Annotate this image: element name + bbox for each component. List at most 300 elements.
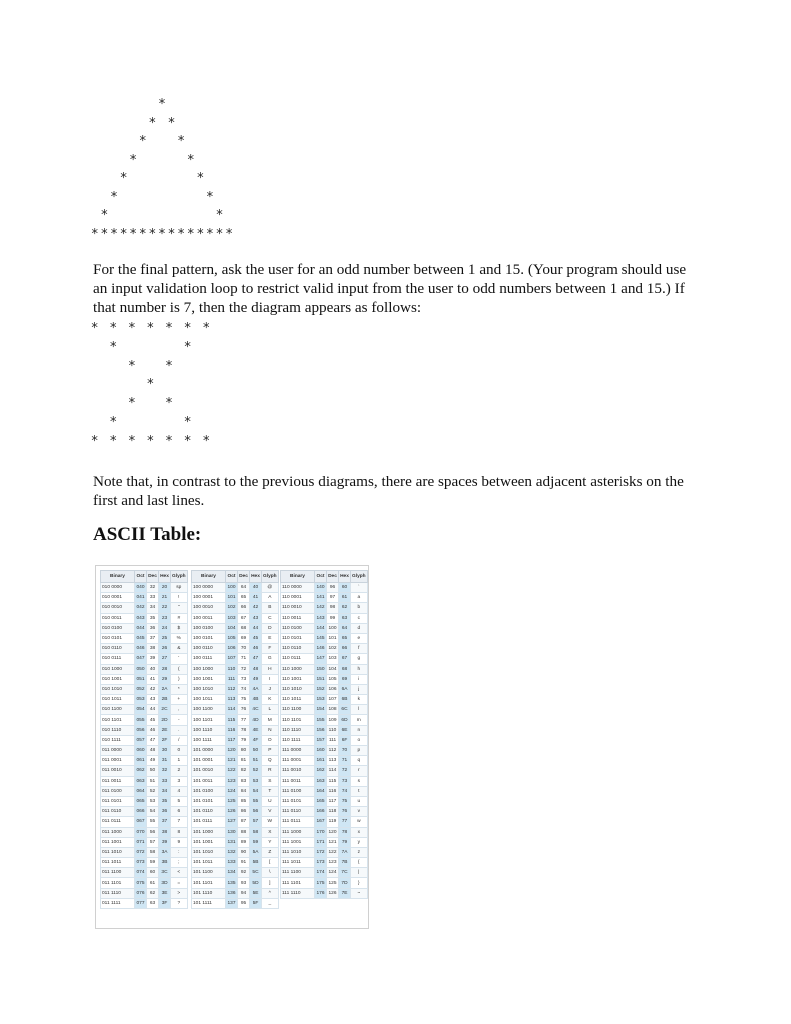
ascii-cell: _ [262, 898, 279, 908]
ascii-cell: Z [262, 847, 279, 857]
ascii-cell: 134 [226, 868, 238, 878]
ascii-cell: 52 [250, 766, 262, 776]
table-row [192, 695, 279, 705]
ascii-cell: 30 [159, 746, 171, 756]
ascii-cell: 4 [171, 786, 188, 796]
ascii-cell: ! [171, 593, 188, 603]
ascii-cell: 101 0000 [192, 746, 226, 756]
ascii-cell: 110 1101 [281, 715, 315, 725]
ascii-cell: i [351, 674, 368, 684]
table-row [192, 664, 279, 674]
ascii-cell: 121 [226, 756, 238, 766]
ascii-cell: @ [262, 583, 279, 593]
ascii-cell: 53 [147, 796, 159, 806]
ascii-cell: 23 [159, 613, 171, 623]
ascii-cell: 34 [147, 603, 159, 613]
ascii-cell: 3D [159, 878, 171, 888]
ascii-cell: 4E [250, 725, 262, 735]
ascii-cell: 62 [147, 888, 159, 898]
ascii-cell: 101 1100 [192, 868, 226, 878]
ascii-cell: 135 [226, 878, 238, 888]
table-row [281, 583, 368, 593]
ascii-cell: 115 [226, 715, 238, 725]
hourglass-row: * * [109, 415, 191, 430]
hourglass-row: * * [109, 339, 191, 355]
ascii-cell: 4F [250, 735, 262, 745]
ascii-cell: C [262, 613, 279, 623]
ascii-cell: 35 [147, 613, 159, 623]
ascii-cell: 165 [315, 796, 327, 806]
ascii-cell: 32 [159, 766, 171, 776]
table-row [101, 746, 188, 756]
table-row [281, 735, 368, 745]
ascii-cell: ) [171, 674, 188, 684]
ascii-cell: 151 [315, 674, 327, 684]
table-row [101, 847, 188, 857]
ascii-cell: 156 [315, 725, 327, 735]
ascii-cell: 010 1100 [101, 705, 135, 715]
ascii-cell: % [171, 633, 188, 643]
table-row [281, 633, 368, 643]
ascii-cell: 8 [171, 827, 188, 837]
ascii-cell: 120 [327, 827, 339, 837]
ascii-cell: 65 [238, 593, 250, 603]
table-row [192, 684, 279, 694]
note-paragraph: Note that, in contrast to the previous diagrams, there are spaces between adjacent asterisks on the first and last lines. [93, 473, 684, 509]
ascii-cell: y [351, 837, 368, 847]
ascii-cell: 82 [238, 766, 250, 776]
ascii-cell: 100 1100 [192, 705, 226, 715]
ascii-cell: 54 [250, 786, 262, 796]
ascii-cell: 010 0011 [101, 613, 135, 623]
table-row [192, 735, 279, 745]
ascii-cell: 55 [250, 796, 262, 806]
ascii-cell: 100 0001 [192, 593, 226, 603]
ascii-cell: d [351, 623, 368, 633]
table-row [101, 888, 188, 898]
table-row [281, 623, 368, 633]
table-row [192, 623, 279, 633]
ascii-cell: 108 [327, 705, 339, 715]
ascii-cell: 119 [327, 817, 339, 827]
ascii-cell: 2E [159, 725, 171, 735]
ascii-cell: 7C [339, 868, 351, 878]
ascii-cell: 170 [315, 827, 327, 837]
ascii-cell: 110 0110 [281, 644, 315, 654]
triangle-row: * * [149, 115, 175, 131]
ascii-cell: 067 [135, 817, 147, 827]
ascii-cell: 4D [250, 715, 262, 725]
table-row [192, 776, 279, 786]
ascii-cell: 143 [315, 613, 327, 623]
ascii-cell: 102 [327, 644, 339, 654]
ascii-cell: 114 [226, 705, 238, 715]
table-row [101, 603, 188, 613]
ascii-cell: 99 [327, 613, 339, 623]
ascii-cell: 3 [171, 776, 188, 786]
ascii-cell: 58 [147, 847, 159, 857]
ascii-cell: 011 0101 [101, 796, 135, 806]
ascii-cell: 9 [171, 837, 188, 847]
ascii-cell: 93 [238, 878, 250, 888]
ascii-cell: 29 [159, 674, 171, 684]
table-row [192, 837, 279, 847]
ascii-cell: V [262, 807, 279, 817]
ascii-cell: 6A [339, 684, 351, 694]
ascii-cell: 140 [315, 583, 327, 593]
ascii-cell: 111 0001 [281, 756, 315, 766]
table-row [281, 684, 368, 694]
ascii-cell: 112 [327, 746, 339, 756]
ascii-cell: 74 [339, 786, 351, 796]
ascii-cell: 71 [238, 654, 250, 664]
ascii-cell: 3A [159, 847, 171, 857]
triangle-row: * * * * * * * * * * * * * * * [91, 226, 233, 242]
ascii-cell: 075 [135, 878, 147, 888]
ascii-cell: 85 [238, 796, 250, 806]
table-row [192, 705, 279, 715]
ascii-cell: 6C [339, 705, 351, 715]
ascii-header: Binary [192, 571, 226, 583]
ascii-cell: 101 1001 [192, 837, 226, 847]
ascii-cell: 26 [159, 644, 171, 654]
ascii-cell: 111 1010 [281, 847, 315, 857]
ascii-cell: 010 0110 [101, 644, 135, 654]
table-row [192, 807, 279, 817]
ascii-cell: 2F [159, 735, 171, 745]
ascii-cell: 125 [226, 796, 238, 806]
table-row [101, 715, 188, 725]
ascii-cell: 59 [250, 837, 262, 847]
ascii-cell: 173 [315, 858, 327, 868]
ascii-cell: 011 1001 [101, 837, 135, 847]
ascii-cell: 176 [315, 888, 327, 898]
ascii-cell: , [171, 705, 188, 715]
ascii-cell: ( [171, 664, 188, 674]
ascii-cell: 7E [339, 888, 351, 898]
table-row [101, 684, 188, 694]
ascii-cell: E [262, 633, 279, 643]
ascii-cell: ; [171, 858, 188, 868]
ascii-cell: 077 [135, 898, 147, 908]
ascii-cell: 40 [250, 583, 262, 593]
ascii-cell: 62 [339, 603, 351, 613]
ascii-cell: 101 0110 [192, 807, 226, 817]
ascii-cell: 80 [238, 746, 250, 756]
ascii-cell: 51 [147, 776, 159, 786]
ascii-cell: 101 1010 [192, 847, 226, 857]
ascii-header: Oct [135, 571, 147, 583]
ascii-cell: 127 [226, 817, 238, 827]
ascii-cell: 131 [226, 837, 238, 847]
ascii-cell: W [262, 817, 279, 827]
ascii-cell: 072 [135, 847, 147, 857]
ascii-cell: 21 [159, 593, 171, 603]
ascii-cell: 101 0101 [192, 796, 226, 806]
ascii-cell: 88 [238, 827, 250, 837]
ascii-cell: m [351, 715, 368, 725]
table-row [101, 837, 188, 847]
ascii-cell: H [262, 664, 279, 674]
ascii-cell: 144 [315, 623, 327, 633]
ascii-cell: 97 [327, 593, 339, 603]
table-row [192, 827, 279, 837]
ascii-cell: 47 [250, 654, 262, 664]
ascii-cell: 4A [250, 684, 262, 694]
ascii-cell: + [171, 695, 188, 705]
ascii-cell: l [351, 705, 368, 715]
ascii-table-block [191, 570, 279, 909]
ascii-cell: 010 0111 [101, 654, 135, 664]
table-row [101, 593, 188, 603]
ascii-cell: 87 [238, 817, 250, 827]
ascii-cell: 110 0111 [281, 654, 315, 664]
ascii-cell: 110 0101 [281, 633, 315, 643]
ascii-cell: 100 1010 [192, 684, 226, 694]
ascii-cell: 27 [159, 654, 171, 664]
ascii-cell: 063 [135, 776, 147, 786]
table-row [101, 756, 188, 766]
ascii-cell: 6D [339, 715, 351, 725]
ascii-cell: 011 0011 [101, 776, 135, 786]
ascii-cell: 98 [327, 603, 339, 613]
ascii-header: Dec [327, 571, 339, 583]
ascii-cell: 48 [250, 664, 262, 674]
ascii-cell: 041 [135, 593, 147, 603]
ascii-cell: 67 [238, 613, 250, 623]
table-row [192, 603, 279, 613]
ascii-cell: 113 [226, 695, 238, 705]
ascii-cell: 77 [339, 817, 351, 827]
ascii-cell: 101 1110 [192, 888, 226, 898]
ascii-cell: 111 0111 [281, 817, 315, 827]
ascii-cell: 011 0111 [101, 817, 135, 827]
ascii-cell: f [351, 644, 368, 654]
ascii-cell: 011 0110 [101, 807, 135, 817]
ascii-cell: 2B [159, 695, 171, 705]
table-row [281, 858, 368, 868]
ascii-cell: 5C [250, 868, 262, 878]
ascii-cell: 34 [159, 786, 171, 796]
ascii-cell: 3C [159, 868, 171, 878]
ascii-cell: 011 1011 [101, 858, 135, 868]
ascii-cell: 100 0011 [192, 613, 226, 623]
ascii-cell: 110 1001 [281, 674, 315, 684]
ascii-cell: < [171, 868, 188, 878]
ascii-cell: 121 [327, 837, 339, 847]
ascii-cell: 120 [226, 746, 238, 756]
ascii-cell: D [262, 623, 279, 633]
ascii-cell: 65 [339, 633, 351, 643]
ascii-cell: 37 [147, 633, 159, 643]
ascii-cell: b [351, 603, 368, 613]
ascii-cell: * [171, 684, 188, 694]
ascii-cell: G [262, 654, 279, 664]
ascii-cell: 111 1110 [281, 888, 315, 898]
ascii-cell: 010 1110 [101, 725, 135, 735]
ascii-cell: 92 [238, 868, 250, 878]
ascii-cell: 106 [327, 684, 339, 694]
ascii-cell: 163 [315, 776, 327, 786]
ascii-cell: 124 [226, 786, 238, 796]
table-row [101, 786, 188, 796]
ascii-cell: 5D [250, 878, 262, 888]
ascii-cell: 46 [147, 725, 159, 735]
table-row [281, 837, 368, 847]
ascii-cell: 061 [135, 756, 147, 766]
ascii-cell: 010 1101 [101, 715, 135, 725]
table-row [281, 593, 368, 603]
ascii-cell: 91 [238, 858, 250, 868]
ascii-cell: 106 [226, 644, 238, 654]
ascii-cell: 110 1111 [281, 735, 315, 745]
ascii-cell: n [351, 725, 368, 735]
table-row [101, 776, 188, 786]
ascii-cell: 100 [327, 623, 339, 633]
ascii-cell: j [351, 684, 368, 694]
ascii-cell: 43 [250, 613, 262, 623]
ascii-cell: O [262, 735, 279, 745]
table-row [281, 817, 368, 827]
ascii-cell: 107 [327, 695, 339, 705]
triangle-row: * * [129, 152, 194, 168]
ascii-cell: 101 1000 [192, 827, 226, 837]
table-row [281, 878, 368, 888]
ascii-header: Glyph [171, 571, 188, 583]
ascii-cell: 111 0011 [281, 776, 315, 786]
ascii-cell: 64 [238, 583, 250, 593]
ascii-cell: 86 [238, 807, 250, 817]
ascii-cell: 41 [250, 593, 262, 603]
table-row [192, 593, 279, 603]
ascii-cell: 2D [159, 715, 171, 725]
ascii-cell: 7 [171, 817, 188, 827]
ascii-cell: 053 [135, 695, 147, 705]
ascii-cell: 55 [147, 817, 159, 827]
ascii-header: Oct [315, 571, 327, 583]
ascii-cell: ` [351, 583, 368, 593]
ascii-cell: 172 [315, 847, 327, 857]
ascii-cell: 046 [135, 644, 147, 654]
ascii-cell: 69 [339, 674, 351, 684]
ascii-cell: } [351, 878, 368, 888]
ascii-cell: 125 [327, 878, 339, 888]
ascii-cell: 5B [250, 858, 262, 868]
ascii-cell: 104 [327, 664, 339, 674]
ascii-cell: 101 [327, 633, 339, 643]
ascii-cell: 111 1000 [281, 827, 315, 837]
table-row [281, 664, 368, 674]
ascii-cell: 010 1000 [101, 664, 135, 674]
ascii-cell: g [351, 654, 368, 664]
ascii-cell: 100 0000 [192, 583, 226, 593]
ascii-cell: 7A [339, 847, 351, 857]
ascii-cell: 66 [339, 644, 351, 654]
ascii-cell: 110 0001 [281, 593, 315, 603]
ascii-cell: ~ [351, 888, 368, 898]
table-row [281, 786, 368, 796]
table-row [101, 695, 188, 705]
ascii-cell: 63 [339, 613, 351, 623]
ascii-cell: 84 [238, 786, 250, 796]
ascii-header: Hex [159, 571, 171, 583]
ascii-cell: 111 1001 [281, 837, 315, 847]
ascii-cell: ? [171, 898, 188, 908]
table-row [101, 654, 188, 664]
ascii-cell: 83 [238, 776, 250, 786]
ascii-cell: 76 [339, 807, 351, 817]
ascii-cell: 111 1100 [281, 868, 315, 878]
ascii-cell: 101 [226, 593, 238, 603]
ascii-cell: 51 [250, 756, 262, 766]
ascii-cell: sp [171, 583, 188, 593]
table-row [101, 807, 188, 817]
ascii-cell: 044 [135, 623, 147, 633]
ascii-cell: 112 [226, 684, 238, 694]
ascii-cell: 011 1101 [101, 878, 135, 888]
ascii-cell: 33 [159, 776, 171, 786]
ascii-cell: 104 [226, 623, 238, 633]
ascii-cell: 011 0001 [101, 756, 135, 766]
ascii-cell: 45 [147, 715, 159, 725]
ascii-cell: 77 [238, 715, 250, 725]
ascii-cell: 110 1010 [281, 684, 315, 694]
ascii-cell: 74 [238, 684, 250, 694]
ascii-cell: 122 [327, 847, 339, 857]
ascii-cell: " [171, 603, 188, 613]
ascii-cell: 68 [339, 664, 351, 674]
ascii-cell: 38 [159, 827, 171, 837]
ascii-cell: 066 [135, 807, 147, 817]
ascii-cell: 136 [226, 888, 238, 898]
ascii-table-image [95, 565, 369, 929]
ascii-cell: P [262, 746, 279, 756]
ascii-cell: 5F [250, 898, 262, 908]
ascii-header: Glyph [262, 571, 279, 583]
ascii-cell: ] [262, 878, 279, 888]
ascii-cell: 100 1000 [192, 664, 226, 674]
ascii-cell: 054 [135, 705, 147, 715]
ascii-cell: 101 0001 [192, 756, 226, 766]
ascii-cell: N [262, 725, 279, 735]
ascii-cell: $ [171, 623, 188, 633]
table-row [101, 725, 188, 735]
table-row [281, 847, 368, 857]
ascii-cell: s [351, 776, 368, 786]
ascii-cell: F [262, 644, 279, 654]
ascii-cell: 116 [327, 786, 339, 796]
ascii-cell: 114 [327, 766, 339, 776]
ascii-table-heading: ASCII Table: [93, 524, 202, 545]
ascii-cell: 055 [135, 715, 147, 725]
ascii-cell: 78 [238, 725, 250, 735]
ascii-cell: [ [262, 858, 279, 868]
ascii-cell: 161 [315, 756, 327, 766]
ascii-cell: 96 [327, 583, 339, 593]
ascii-cell: v [351, 807, 368, 817]
ascii-cell: z [351, 847, 368, 857]
hourglass-row: * [147, 377, 154, 393]
ascii-cell: 110 [226, 664, 238, 674]
ascii-cell: 94 [238, 888, 250, 898]
ascii-cell: 126 [327, 888, 339, 898]
table-row [192, 888, 279, 898]
ascii-cell: 011 1100 [101, 868, 135, 878]
table-row [281, 695, 368, 705]
ascii-cell: 7B [339, 858, 351, 868]
ascii-header: Glyph [351, 571, 368, 583]
ascii-cell: 95 [238, 898, 250, 908]
